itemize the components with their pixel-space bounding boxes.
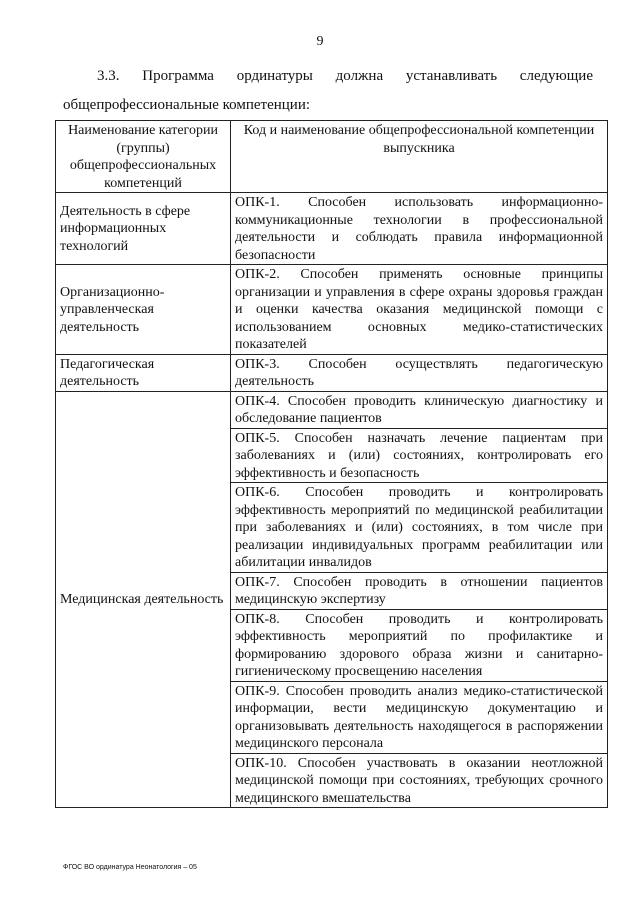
header-category: Наименование категории (группы) общепрофессиональных компетенций <box>56 121 231 193</box>
page-number: 9 <box>316 34 324 49</box>
competence-cell: ОПК-8. Способен проводить и контролировать эффективность мероприятий по профилактике и формированию здорового образа жизни и санитарно-гигиеническому просвещению населения <box>231 609 608 681</box>
table-row <box>56 265 608 355</box>
competence-cell: ОПК-3. Способен осуществлять педагогическую деятельность <box>231 354 608 391</box>
intro-line-2: общепрофессиональные компетенции: <box>63 97 311 113</box>
category-cell: Деятельность в сфере информационных технологий <box>56 193 231 265</box>
category-cell: Педагогическая деятельность <box>56 354 231 391</box>
competence-cell: ОПК-2. Способен применять основные принципы организации и управления в сфере охраны здоровья граждан и оценки качества оказания медицинской помощи с использованием основных медико-статистических показателей <box>231 265 608 355</box>
table-row <box>56 354 608 391</box>
footer-note: ФГОС ВО ординатура Неонатология – 05 <box>63 864 197 871</box>
table-row <box>56 193 608 265</box>
intro-word: 3.3. <box>97 68 120 84</box>
intro-line-1 <box>63 66 593 86</box>
competence-cell: ОПК-1. Способен использовать информационно-коммуникационные технологии в профессиональной деятельности и соблюдать правила информационной безопасности <box>231 193 608 265</box>
intro-word: следующие <box>519 68 593 84</box>
intro-word: Программа <box>142 68 214 84</box>
table-header-row <box>56 121 608 193</box>
header-competence: Код и наименование общепрофессиональной компетенции выпускника <box>231 121 608 193</box>
intro-word: ординатуры <box>236 68 313 84</box>
intro-word: должна <box>335 68 384 84</box>
competence-cell: ОПК-9. Способен проводить анализ медико-статистической информации, вести медицинскую документацию и организовывать деятельность находящегося в распоряжении медицинского персонала <box>231 681 608 753</box>
competence-cell: ОПК-7. Способен проводить в отношении пациентов медицинскую экспертизу <box>231 572 608 609</box>
competence-cell: ОПК-6. Способен проводить и контролировать эффективность мероприятий по медицинской реабилитации при заболеваниях и (или) состояниях, в том числе при реализации индивидуальных программ реабилитации или абилитации инвалидов <box>231 483 608 573</box>
category-cell: Медицинская деятельность <box>56 391 231 808</box>
competencies-table <box>55 120 608 808</box>
category-cell: Организационно-управленческая деятельность <box>56 265 231 355</box>
competence-cell: ОПК-5. Способен назначать лечение пациентам при заболеваниях и (или) состояниях, контролировать его эффективность и безопасность <box>231 428 608 483</box>
competence-cell: ОПК-10. Способен участвовать в оказании неотложной медицинской помощи при состояниях, требующих срочного медицинского вмешательства <box>231 753 608 808</box>
competence-cell: ОПК-4. Способен проводить клиническую диагностику и обследование пациентов <box>231 391 608 428</box>
table-row <box>56 391 608 428</box>
intro-word: устанавливать <box>405 68 498 84</box>
